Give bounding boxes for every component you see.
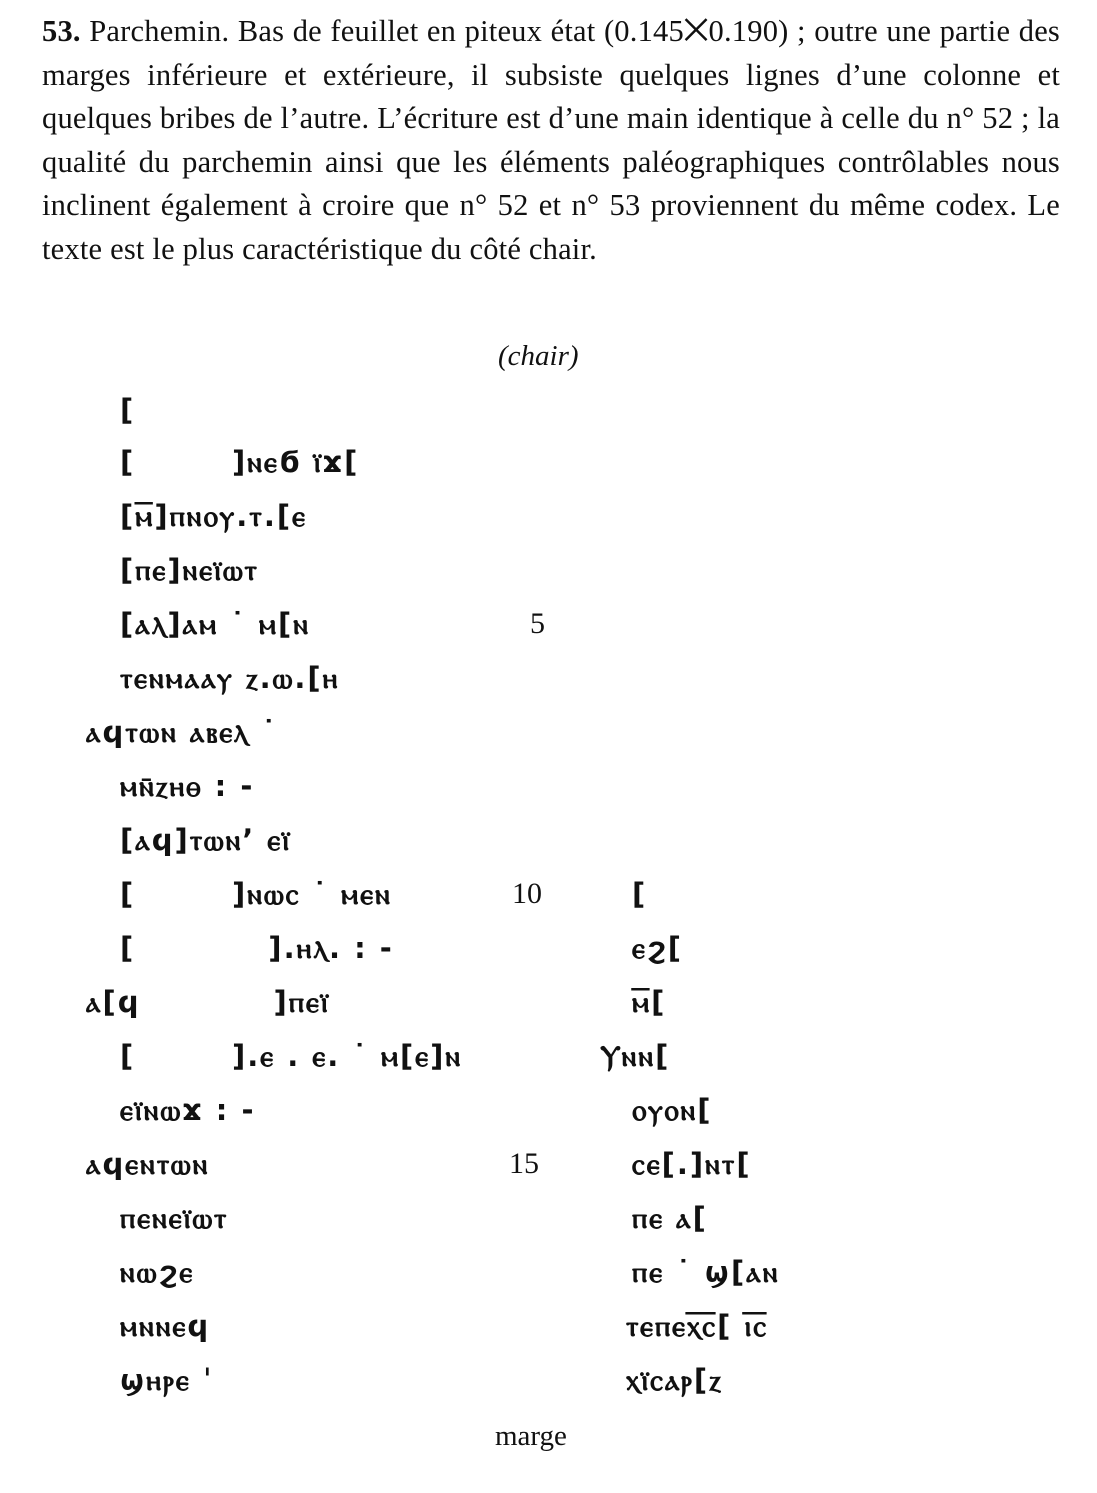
left-line-3: [ⲙ̅]ⲡⲛⲟⲩ.ⲧ.[ⲉ — [120, 499, 307, 533]
line-number-10: 10 — [512, 877, 542, 910]
left-line-9: [ⲁϥ]ⲧⲱⲛ’ ⲉⲓ̈ — [120, 823, 292, 857]
left-line-4: [ⲡⲉ]ⲛⲉⲓ̈ⲱⲧ — [120, 553, 259, 587]
right-line-3: ⲙ̅[ — [632, 985, 667, 1019]
right-line-2: ⲉϩ[ — [632, 931, 683, 965]
line-number-5: 5 — [530, 607, 545, 640]
right-line-7: ⲡⲉ ⲁ[ — [632, 1201, 708, 1235]
left-line-1: [ — [120, 393, 136, 427]
left-line-16: ⲡⲉⲛⲉⲓ̈ⲱⲧ — [120, 1201, 229, 1235]
footer-label-marge: marge — [495, 1420, 567, 1452]
entry-description: Parchemin. Bas de feuillet en piteux état (0.145⨉0.190) ; outre une partie des marges inférieure et extérieure, il subsiste quelques lignes d’une colonne et quelques bribes de l’autre. L’écriture est d’une main identique à celle du n° 52 ; la qualité du parchemin ainsi que les éléments paléographiques contrôlables nous inclinent également à croire que n° 52 et n° 53 proviennent du même codex. Le texte est le plus caractéristique du côté chair. — [42, 14, 1061, 266]
right-line-10: ⲭⲓ̈ⲥⲁⲣ[ⲍ — [626, 1363, 723, 1397]
right-line-6: ⲥⲉ[.]ⲛⲧ[ — [632, 1147, 752, 1181]
right-line-4: Ⲩⲛⲛ[ — [600, 1039, 671, 1073]
right-line-9: ⲧⲉⲡⲉⲭ̅ⲥ̅[ ⲓ̅ⲥ̅ — [626, 1309, 769, 1343]
line-number-15: 15 — [509, 1147, 539, 1180]
entry-number: 53. — [42, 14, 81, 48]
right-line-8: ⲡⲉ ˙ ϣ[ⲁⲛ — [632, 1255, 780, 1289]
entry-paragraph — [42, 10, 1060, 271]
left-line-10: [ ]ⲛⲱⲥ ˙ ⲙⲉⲛ — [120, 877, 392, 911]
left-line-12: ⲁ[ϥ ]ⲡⲉⲓ̈ — [86, 985, 330, 1019]
left-line-18: ⲙⲛⲛⲉϥ — [120, 1309, 211, 1343]
left-line-8: ⲙⲛ̄ⲍⲏⲑ : - — [120, 769, 255, 803]
left-line-14: ⲉⲓ̈ⲛⲱϫ : - — [120, 1093, 256, 1127]
left-line-13: [ ].ⲉ . ⲉ. ˙ ⲙ[ⲉ]ⲛ — [120, 1039, 463, 1073]
left-line-2: [ ]ⲛⲉϭ ⲓ̈ϫ[ — [120, 445, 360, 479]
left-line-17: ⲛⲱϩⲉ — [120, 1255, 195, 1289]
right-line-5: ⲟⲩⲟⲛ[ — [632, 1093, 713, 1127]
left-line-19: ϣⲏⲣⲉ ˈ — [120, 1363, 214, 1397]
left-line-11: [ ].ⲏⲗ. : - — [120, 931, 394, 965]
right-line-1: [ — [632, 877, 648, 911]
left-line-6: ⲧⲉⲛⲙⲁⲁⲩ ⲍ.ⲱ.[ⲏ — [120, 661, 340, 695]
side-label-chair: (chair) — [498, 340, 579, 372]
left-line-7: ⲁϥⲧⲱⲛ ⲁⲃⲉⲗ ˙ — [86, 715, 279, 749]
left-line-15: ⲁϥⲉⲛⲧⲱⲛ — [86, 1147, 210, 1181]
left-line-5: [ⲁⲗ]ⲁⲙ ˙ ⲙ[ⲛ — [120, 607, 310, 641]
